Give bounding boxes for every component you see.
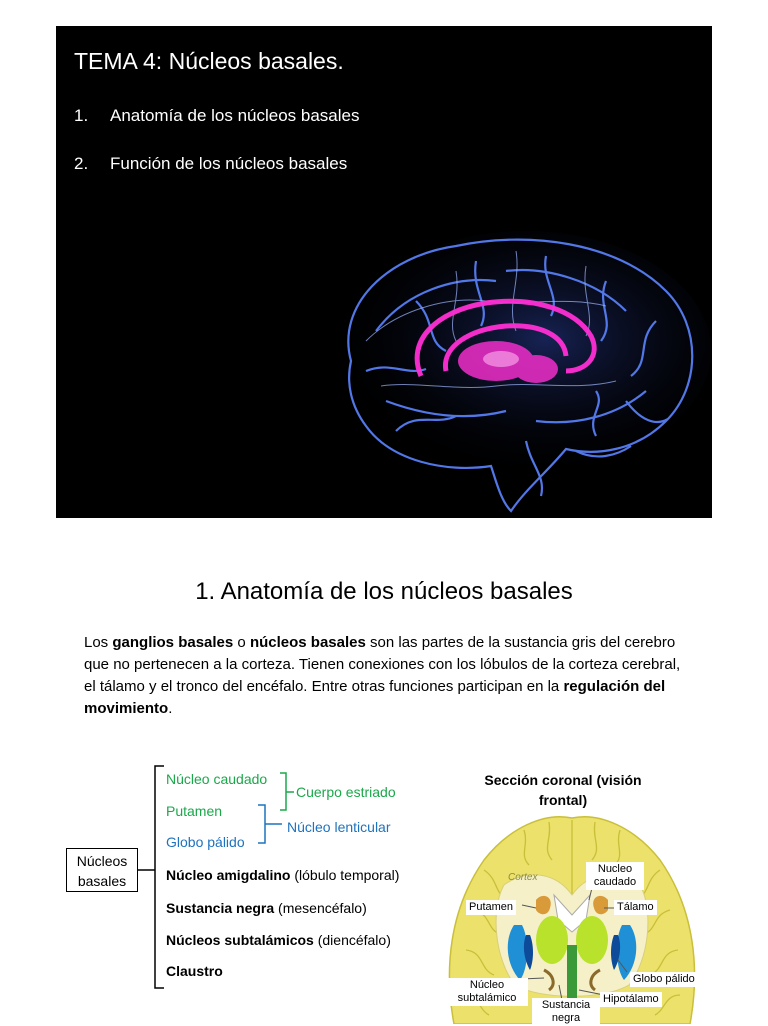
putamen-label: Putamen <box>166 803 223 819</box>
intro-text: son las partes de la sustancia gris del cerebro que no pertenecen a la corteza. Tienen conexiones con los lóbulos de la corteza cerebral, el tálamo y el tronco del encéfalo. Entre otras funciones participan en la <box>84 634 681 695</box>
title-slide <box>56 26 712 518</box>
nucleos-subtalamicos-item <box>166 932 391 948</box>
nucleo-lenticular-label: Núcleo lenticular <box>287 819 391 835</box>
intro-text: . <box>168 700 173 717</box>
claustro-item <box>166 963 223 979</box>
intro-paragraph <box>84 632 684 720</box>
nucleo-caudado-label: Núcleo caudado <box>166 771 268 787</box>
intro-bold-term: núcleos basales <box>249 634 366 651</box>
nucleo-subtalamico-coronal-label: Núcleo subtalámico <box>446 978 528 1006</box>
item-term: Claustro <box>166 963 223 979</box>
globo-palido-label: Globo pálido <box>166 834 245 850</box>
nucleo-amigdalino-item <box>166 867 399 883</box>
intro-text: Los <box>84 634 113 651</box>
brain-illustration <box>296 211 712 518</box>
globo-palido-coronal-label: Globo pálido <box>630 972 698 987</box>
slide-item-1 <box>74 106 360 126</box>
item-note: (diencéfalo) <box>313 932 391 948</box>
slide-item-2 <box>74 154 347 174</box>
slide-item-text: Anatomía de los núcleos basales <box>110 106 360 125</box>
item-note: (mesencéfalo) <box>274 900 367 916</box>
slide-title: TEMA 4: Núcleos basales. <box>74 48 344 74</box>
putamen-coronal-label: Putamen <box>466 900 516 915</box>
item-term: Núcleo amigdalino <box>166 867 291 883</box>
section-title: 1. Anatomía de los núcleos basales <box>195 578 573 605</box>
item-note: (lóbulo temporal) <box>290 867 400 883</box>
slide-item-number: 1. <box>74 106 89 125</box>
coronal-section-title: Sección coronal (visión frontal) <box>484 772 642 808</box>
slide-item-text: Función de los núcleos basales <box>110 154 348 173</box>
talamo-coronal-label: Tálamo <box>614 900 657 915</box>
sustancia-negra-item <box>166 900 367 916</box>
cortex-label: Cortex <box>508 872 538 883</box>
sustancia-negra-coronal-label: Sustancia negra <box>532 998 600 1026</box>
nucleo-caudado-coronal-label: Nucleo caudado <box>586 862 644 890</box>
item-term: Sustancia negra <box>166 900 275 916</box>
slide-item-number: 2. <box>74 154 89 173</box>
intro-bold-term: ganglios basales <box>112 634 234 651</box>
hipotalamo-coronal-label: Hipotálamo <box>600 992 662 1007</box>
item-term: Núcleos subtalámicos <box>166 932 314 948</box>
cuerpo-estriado-label: Cuerpo estriado <box>296 784 396 800</box>
intro-bold-term: regulación del movimiento <box>84 678 666 717</box>
intro-text: o <box>233 634 250 651</box>
nucleos-basales-box: Núcleos basales <box>66 848 138 892</box>
